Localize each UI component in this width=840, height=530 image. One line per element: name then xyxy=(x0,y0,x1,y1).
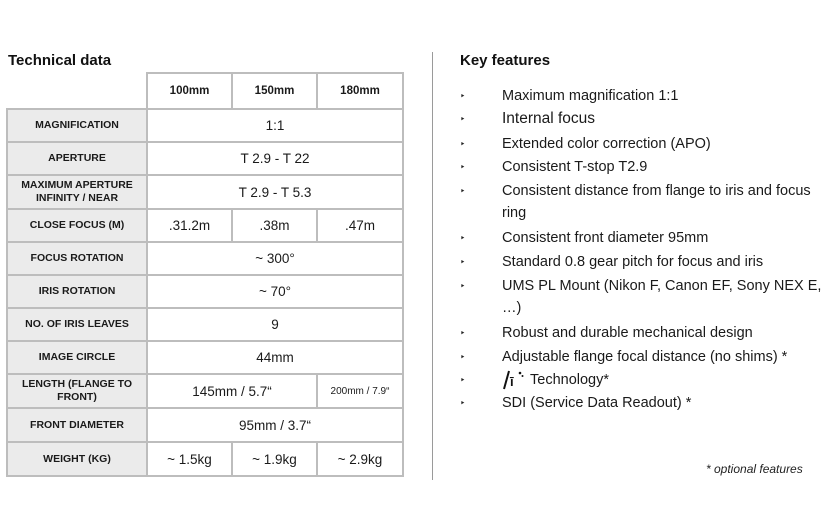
row-label: FOCUS ROTATION xyxy=(7,242,147,275)
table-row-front-diameter xyxy=(7,408,403,442)
row-label: APERTURE xyxy=(7,142,147,175)
row-value-100-150mm: 145mm / 5.7“ xyxy=(147,374,317,408)
bullet-icon: ‣ xyxy=(460,186,466,196)
row-value: ~ 70° xyxy=(147,275,403,308)
key-features-list xyxy=(458,85,830,414)
row-value-150mm: .38m xyxy=(232,209,317,242)
column-header-180mm: 180mm xyxy=(317,73,403,109)
row-label: FRONT DIAMETER xyxy=(7,408,147,442)
feature-text: Consistent distance from flange to iris and focus ring xyxy=(502,183,811,221)
feature-item xyxy=(458,392,830,414)
optional-features-footnote: * optional features xyxy=(706,462,803,476)
feature-item xyxy=(458,275,830,319)
table-row-length xyxy=(7,374,403,408)
bullet-icon: ‣ xyxy=(460,257,466,267)
row-label: IMAGE CIRCLE xyxy=(7,341,147,374)
row-label: NO. OF IRIS LEAVES xyxy=(7,308,147,341)
row-value: 95mm / 3.7“ xyxy=(147,408,403,442)
feature-item xyxy=(458,227,830,249)
feature-text: Standard 0.8 gear pitch for focus and iris xyxy=(502,254,764,270)
table-header-row xyxy=(7,73,403,109)
row-label: WEIGHT (KG) xyxy=(7,442,147,476)
row-value-150mm: ~ 1.9kg xyxy=(232,442,317,476)
feature-text: Consistent front diameter 95mm xyxy=(502,230,709,246)
feature-text: Maximum magnification 1:1 xyxy=(502,88,679,104)
bullet-icon: ‣ xyxy=(460,139,466,149)
feature-text: Robust and durable mechanical design xyxy=(502,325,753,341)
row-value: 1:1 xyxy=(147,109,403,142)
row-label: MAXIMUM APERTURE INFINITY / NEAR xyxy=(7,175,147,209)
column-header-100mm: 100mm xyxy=(147,73,232,109)
row-value-100mm: .31.2m xyxy=(147,209,232,242)
lens-data-technology-logo-icon xyxy=(502,370,524,390)
bullet-icon: ‣ xyxy=(460,281,466,291)
table-row-iris-rotation xyxy=(7,275,403,308)
table-row-focus-rotation xyxy=(7,242,403,275)
feature-item xyxy=(458,322,830,344)
bullet-icon: ‣ xyxy=(460,162,466,172)
feature-item xyxy=(458,180,830,224)
feature-item xyxy=(458,108,830,130)
bullet-icon: ‣ xyxy=(460,398,466,408)
row-value: T 2.9 - T 22 xyxy=(147,142,403,175)
feature-text: Adjustable flange focal distance (no shims) * xyxy=(502,349,788,365)
table-row-close-focus xyxy=(7,209,403,242)
table-row-aperture xyxy=(7,142,403,175)
row-label: MAGNIFICATION xyxy=(7,109,147,142)
technical-data-table xyxy=(6,72,404,477)
row-value: ~ 300° xyxy=(147,242,403,275)
row-value: T 2.9 - T 5.3 xyxy=(147,175,403,209)
feature-text: SDI (Service Data Readout) * xyxy=(502,395,692,411)
bullet-icon: ‣ xyxy=(460,91,466,101)
feature-text: Internal focus xyxy=(502,110,596,127)
row-value: 44mm xyxy=(147,341,403,374)
table-row-magnification xyxy=(7,109,403,142)
row-value-180mm: 200mm / 7.9“ xyxy=(317,374,403,408)
feature-item xyxy=(458,85,830,107)
svg-text:ī: ī xyxy=(510,374,514,390)
row-value-180mm: .47m xyxy=(317,209,403,242)
column-header-150mm: 150mm xyxy=(232,73,317,109)
bullet-icon: ‣ xyxy=(460,352,466,362)
feature-item xyxy=(458,369,830,391)
table-corner-cell xyxy=(7,73,147,109)
column-divider xyxy=(432,52,433,480)
feature-text: Technology* xyxy=(530,372,609,388)
row-label: IRIS ROTATION xyxy=(7,275,147,308)
feature-text: Extended color correction (APO) xyxy=(502,136,711,152)
bullet-icon: ‣ xyxy=(460,114,466,124)
row-value-100mm: ~ 1.5kg xyxy=(147,442,232,476)
row-value-180mm: ~ 2.9kg xyxy=(317,442,403,476)
row-label: LENGTH (FLANGE TO FRONT) xyxy=(7,374,147,408)
feature-text: Consistent T-stop T2.9 xyxy=(502,159,648,175)
key-features-title: Key features xyxy=(460,52,551,69)
table-row-iris-leaves xyxy=(7,308,403,341)
table-row-image-circle xyxy=(7,341,403,374)
feature-item xyxy=(458,346,830,368)
row-label: CLOSE FOCUS (M) xyxy=(7,209,147,242)
row-value: 9 xyxy=(147,308,403,341)
table-row-maximum-aperture xyxy=(7,175,403,209)
feature-item xyxy=(458,156,830,178)
feature-text: UMS PL Mount (Nikon F, Canon EF, Sony NEX E, …) xyxy=(502,278,822,316)
bullet-icon: ‣ xyxy=(460,233,466,243)
feature-item xyxy=(458,133,830,155)
table-row-weight xyxy=(7,442,403,476)
bullet-icon: ‣ xyxy=(460,328,466,338)
bullet-icon: ‣ xyxy=(460,375,466,385)
feature-item xyxy=(458,251,830,273)
technical-data-title: Technical data xyxy=(8,52,112,69)
